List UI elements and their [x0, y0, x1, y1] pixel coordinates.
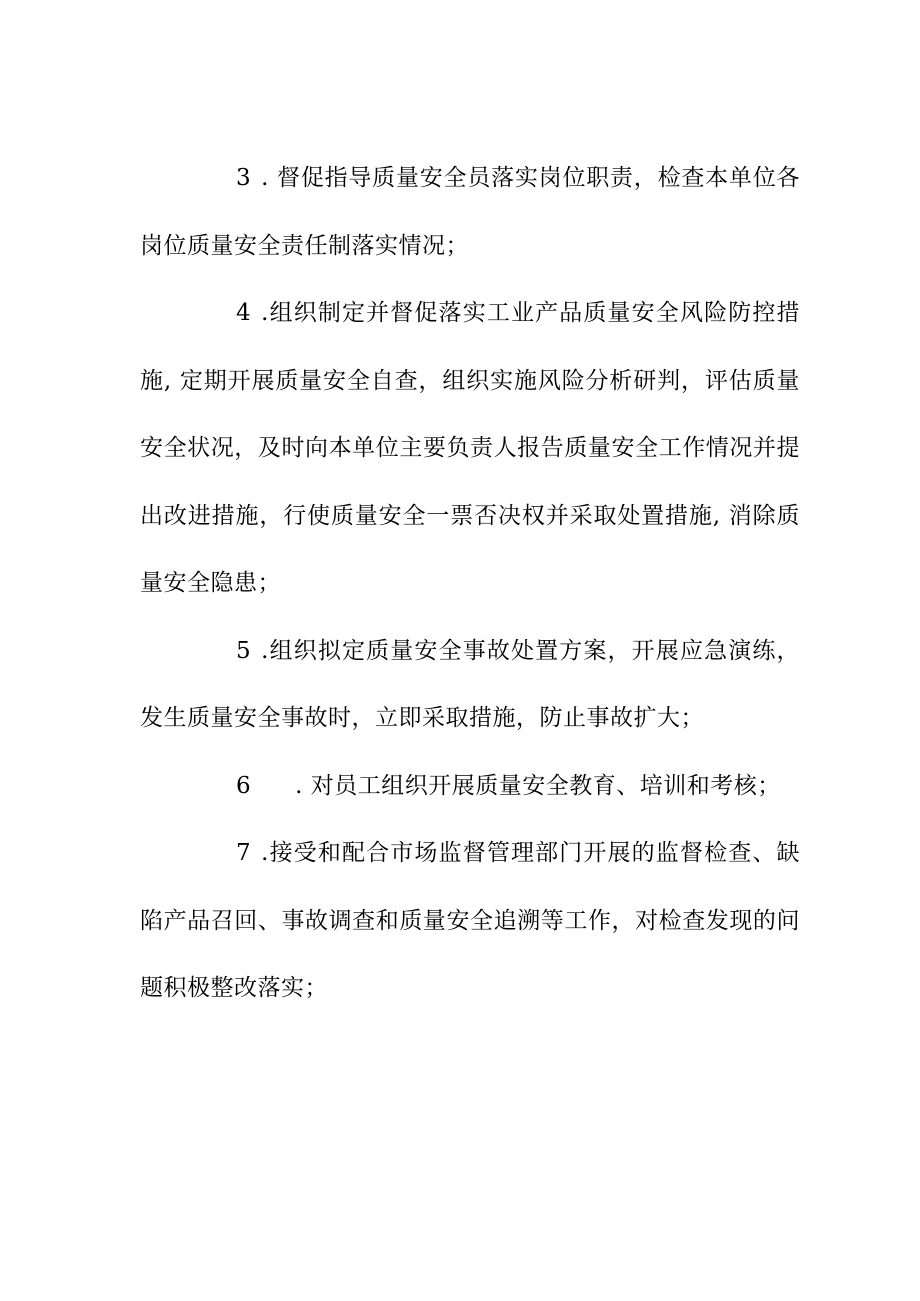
paragraph-item-4: [140, 280, 800, 618]
item-text: .组织拟定质量安全事故处置方案，开展应急演练，发生质量安全事故时，立即采取措施，防止事故扩大；: [140, 637, 800, 731]
item-text: . 督促指导质量安全员落实岗位职责，检查本单位各岗位质量安全责任制落实情况；: [140, 165, 800, 259]
paragraph-item-5: [140, 618, 800, 753]
item-text: .组织制定并督促落实工业产品质量安全风险防控措施, 定期开展质量安全自查，组织实施风险分析研判，评估质量安全状况，及时向本单位主要负责人报告质量安全工作情况并提出改进措施，行使质量安全一票否决权并采取处置措施, 消除质量安全隐患；: [140, 300, 800, 596]
paragraph-item-7: [140, 820, 800, 1023]
item-text: .接受和配合市场监督管理部门开展的监督检查、缺陷产品召回、事故调查和质量安全追溯等工作，对检查发现的问题积极整改落实；: [140, 840, 800, 1001]
item-number: 4: [236, 300, 252, 326]
paragraph-item-6: [140, 753, 800, 821]
item-number: 7: [236, 840, 252, 866]
document-body: [140, 145, 800, 1023]
item-number: 6: [236, 772, 252, 799]
item-text: . 对员工组织开展质量安全教育、培训和考核；: [295, 772, 781, 799]
item-number: 3: [236, 165, 252, 191]
paragraph-item-3: [140, 145, 800, 280]
item-number: 5: [236, 637, 252, 664]
